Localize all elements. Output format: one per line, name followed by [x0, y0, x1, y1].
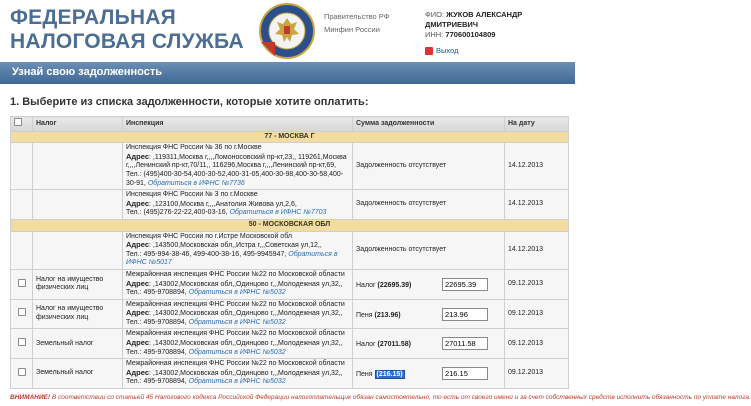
- payment-amount-input[interactable]: [442, 337, 488, 350]
- address-value: : ,143002,Московская обл,,Одинцово г,,,Молодежная ул,32,,: [149, 310, 343, 318]
- amount-value-highlighted: (216.15): [376, 371, 403, 379]
- brand-title-line1: ФЕДЕРАЛЬНАЯ: [10, 6, 176, 29]
- inspection-cell: [123, 231, 353, 269]
- address-label: Адрес: [126, 338, 150, 348]
- amount-cell: [353, 329, 505, 359]
- tax-name: Налог на имущество физических лиц: [33, 299, 123, 329]
- group-row-moscow-oblast: [11, 219, 569, 231]
- column-header-date: На дату: [505, 117, 569, 132]
- contact-inspection-link[interactable]: Обратиться в ИФНС №7736: [147, 179, 245, 187]
- tax-name: [33, 231, 123, 269]
- contact-inspection-link[interactable]: Обратиться в ИФНС №7703: [229, 209, 327, 217]
- tax-name: Земельный налог: [33, 359, 123, 389]
- phone-label: Тел.: [126, 250, 140, 258]
- inspection-name: Межрайонная инспекция ФНС России №22 по Московской области: [126, 300, 345, 308]
- site-header: [0, 0, 575, 62]
- inspection-cell: [123, 269, 353, 299]
- warning-text: В соответствии со статьей 45 Налогового кодекса Российской Федерации налогоплательщик обязан самостоятельно, то есть от своего имени и за счет собственных средств исполнить обязанность по уплате налога.: [50, 394, 751, 401]
- select-all-checkbox[interactable]: [14, 118, 22, 126]
- payment-amount-input[interactable]: [442, 278, 488, 291]
- table-row: [11, 190, 569, 220]
- phone-label: Тел.: [126, 378, 140, 386]
- exit-icon: [425, 47, 433, 55]
- government-links: [324, 10, 389, 36]
- phone-value: : 495-9708894,: [139, 318, 187, 326]
- row-select-checkbox[interactable]: [18, 308, 26, 316]
- address-value: : ,143002,Московская обл,,Одинцово г,,,Молодежная ул,32,,: [149, 340, 343, 348]
- phone-value: : (495)400-30-54,400-30-52,400-31-05,400-30-98,400-30-58,400-30-91,: [126, 170, 344, 187]
- inn-value: 770600104809: [445, 30, 496, 39]
- inspection-name: Межрайонная инспекция ФНС России №22 по Московской области: [126, 360, 345, 368]
- address-label: Адрес: [126, 151, 150, 161]
- exit-label: Выход: [436, 46, 459, 55]
- address-value: : ,143500,Московская обл,,Истра г,,,Советская ул,12,,: [149, 242, 322, 250]
- amount-value: (213.96): [374, 311, 401, 319]
- phone-value: : 495-9708894,: [139, 378, 187, 386]
- fio-value: ЖУКОВ АЛЕКСАНДР ДМИТРИЕВИЧ: [425, 10, 523, 29]
- exit-link[interactable]: [425, 46, 458, 55]
- address-label: Адрес: [126, 278, 150, 288]
- gov-link-government[interactable]: Правительство РФ: [324, 12, 390, 21]
- phone-label: Тел.: [126, 170, 140, 178]
- contact-inspection-link[interactable]: Обратиться в ИФНС №5032: [188, 289, 286, 297]
- inspection-name: Инспекция ФНС России № 3 по г.Москве: [126, 191, 258, 199]
- inspection-cell: [123, 143, 353, 190]
- amount-type: Налог: [356, 341, 376, 349]
- date-cell: 09.12.2013: [505, 329, 569, 359]
- phone-value: : 495-9708894,: [139, 348, 187, 356]
- brand-title-line2: НАЛОГОВАЯ СЛУЖБА: [10, 30, 244, 53]
- amount-type: Налог: [356, 281, 376, 289]
- select-all-header[interactable]: [11, 117, 33, 132]
- address-value: : ,119311,Москва г,,,,Ломоносовский пр-кт,23,, 119261,Москва г,,,,Ленинский пр-кт,70/11,, 116296,Москва г,,,,Ленинский пр-кт,69,: [126, 153, 347, 170]
- tax-name: [33, 190, 123, 220]
- amount-value: (22695.39): [377, 281, 412, 289]
- phone-label: Тел.: [126, 289, 140, 297]
- user-info: [425, 10, 575, 40]
- contact-inspection-link[interactable]: Обратиться в ИФНС №5032: [188, 348, 286, 356]
- contact-inspection-link[interactable]: Обратиться в ИФНС №5032: [188, 378, 286, 386]
- date-cell: 14.12.2013: [505, 190, 569, 220]
- tax-name: [33, 143, 123, 190]
- amount-status: Задолженность отсутствует: [353, 143, 505, 190]
- address-label: Адрес: [126, 367, 150, 377]
- inspection-cell: [123, 359, 353, 389]
- inspection-name: Инспекция ФНС России по г.Истре Московской обл: [126, 232, 292, 240]
- table-row: [11, 143, 569, 190]
- payment-amount-input[interactable]: [442, 367, 488, 380]
- column-header-amount: Сумма задолженности: [353, 117, 505, 132]
- phone-value: : 495-994-38-46, 499-400-38-16, 495-9945947,: [139, 250, 287, 258]
- date-cell: 14.12.2013: [505, 143, 569, 190]
- table-row: [11, 269, 569, 299]
- date-cell: 09.12.2013: [505, 359, 569, 389]
- inspection-cell: [123, 299, 353, 329]
- row-select-checkbox[interactable]: [18, 279, 26, 287]
- inn-label: ИНН:: [425, 30, 444, 39]
- amount-type: Пеня: [356, 371, 373, 379]
- table-header-row: [11, 117, 569, 132]
- group-row-moscow: [11, 131, 569, 143]
- amount-type: Пеня: [356, 311, 373, 319]
- warning-note: [10, 394, 751, 401]
- gov-link-minfin[interactable]: Минфин России: [324, 25, 380, 34]
- fio-label: ФИО:: [425, 10, 445, 19]
- address-label: Адрес: [126, 240, 150, 250]
- contact-inspection-link[interactable]: Обратиться в ИФНС №5032: [188, 318, 286, 326]
- address-label: Адрес: [126, 308, 150, 318]
- amount-cell: [353, 299, 505, 329]
- date-cell: 09.12.2013: [505, 299, 569, 329]
- phone-label: Тел.: [126, 209, 140, 217]
- group-label: 50 - МОСКОВСКАЯ ОБЛ: [11, 219, 569, 231]
- amount-value: (27011.58): [377, 341, 411, 349]
- inspection-name: Межрайонная инспекция ФНС России №22 по Московской области: [126, 330, 345, 338]
- column-header-inspection: Инспекция: [123, 117, 353, 132]
- banner-title: Узнай свою задолженность: [12, 66, 163, 78]
- brand-title[interactable]: [10, 6, 244, 54]
- inspection-name: Инспекция ФНС России № 36 по г.Москве: [126, 144, 262, 152]
- date-cell: 14.12.2013: [505, 231, 569, 269]
- service-banner: [0, 62, 575, 84]
- inspection-name: Межрайонная инспекция ФНС России №22 по Московской области: [126, 270, 345, 278]
- contact-inspection-link[interactable]: Обратиться в ИФНС №5017: [126, 250, 338, 267]
- address-value: : ,143002,Московская обл,,Одинцово г,,,Молодежная ул,32,,: [149, 369, 343, 377]
- amount-cell: [353, 269, 505, 299]
- address-label: Адрес: [126, 198, 150, 208]
- address-value: : ,123100,Москва г,,,,Анатолия Живова ул,2,6,: [149, 200, 297, 208]
- amount-status: Задолженность отсутствует: [353, 231, 505, 269]
- fns-emblem-icon: [255, 2, 319, 60]
- phone-value: : (495)276-22-22,400-03-16,: [139, 209, 228, 217]
- row-select-checkbox[interactable]: [18, 368, 26, 376]
- group-label: 77 - МОСКВА Г: [11, 131, 569, 143]
- table-row: [11, 231, 569, 269]
- tax-name: Земельный налог: [33, 329, 123, 359]
- tax-name: Налог на имущество физических лиц: [33, 269, 123, 299]
- phone-label: Тел.: [126, 318, 140, 326]
- amount-status: Задолженность отсутствует: [353, 190, 505, 220]
- table-row: [11, 299, 569, 329]
- phone-label: Тел.: [126, 348, 140, 356]
- inspection-cell: [123, 329, 353, 359]
- column-header-tax: Налог: [33, 117, 123, 132]
- warning-strong: ВНИМАНИЕ!: [10, 394, 51, 401]
- step-title: 1. Выберите из списка задолженности, которые хотите оплатить:: [10, 96, 369, 108]
- payment-amount-input[interactable]: [442, 308, 488, 321]
- debts-table: [10, 116, 569, 389]
- inspection-cell: [123, 190, 353, 220]
- date-cell: 09.12.2013: [505, 269, 569, 299]
- table-row: [11, 329, 569, 359]
- amount-cell: [353, 359, 505, 389]
- row-select-checkbox[interactable]: [18, 338, 26, 346]
- table-row: [11, 359, 569, 389]
- address-value: : ,143002,Московская обл,,Одинцово г,,,Молодежная ул,32,,: [149, 280, 343, 288]
- phone-value: : 495-9708894,: [139, 289, 187, 297]
